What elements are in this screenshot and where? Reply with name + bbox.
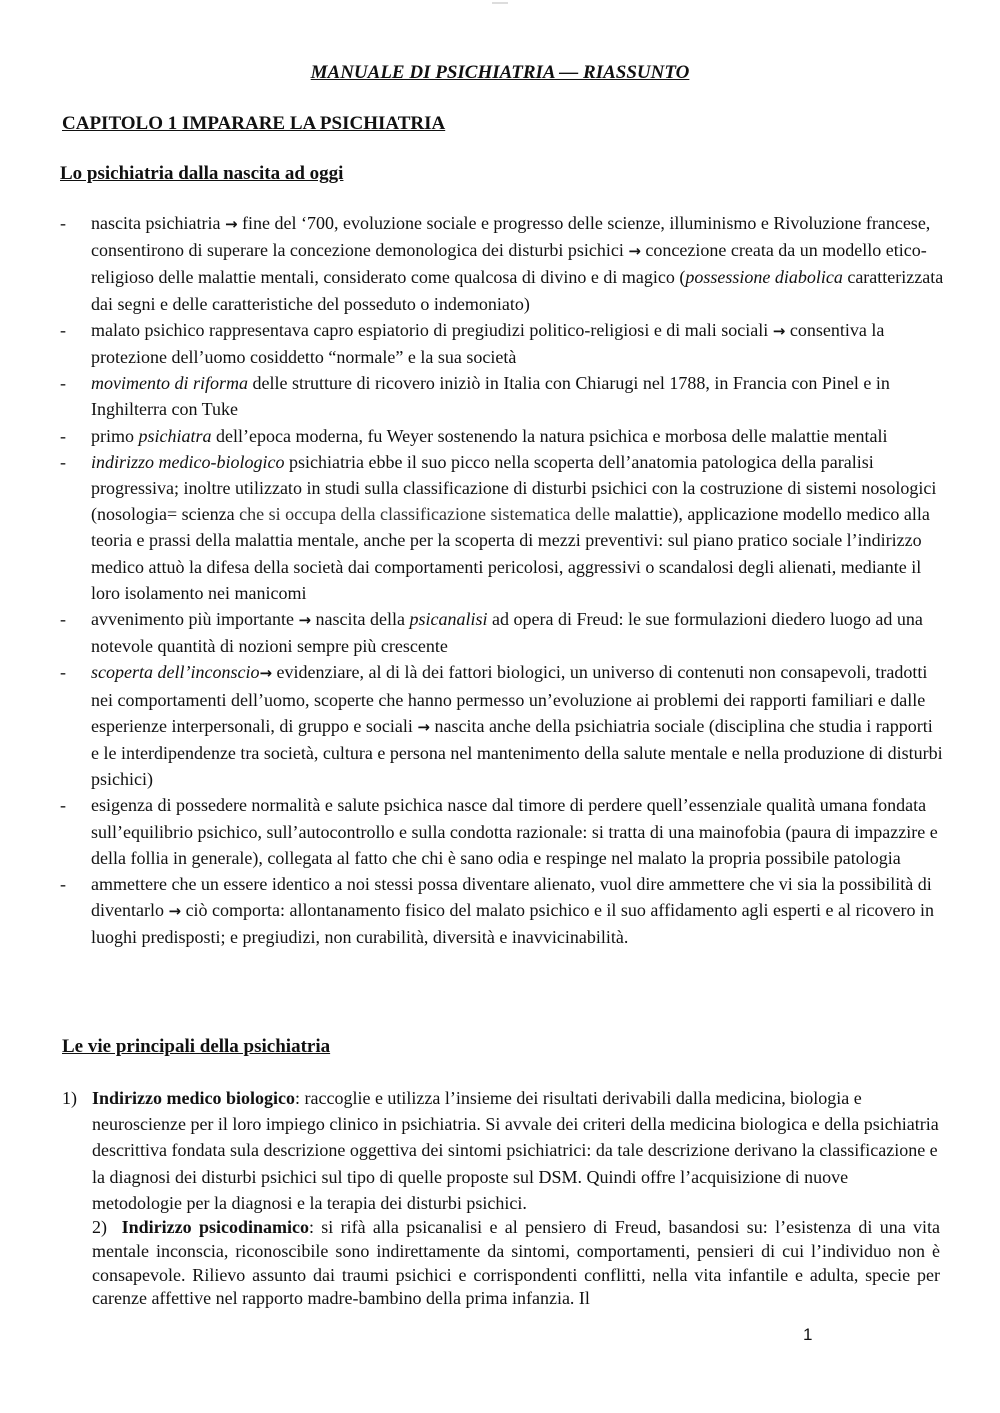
item-text: : raccoglie e utilizza l’insieme dei risultati derivabili dalla medicina, biologia e neuroscienze per il loro impiego clinico in psichiatria. Si avvale dei criteri della medicina biologica e della psichiatria descrittiva fondata sula descrizione oggettiva dei sintomi psichiatrici: da tale descrizione derivano la classificazione e la diagnosi dei disturbi psichici sul tipo di quelle proposte sul DSM. Quindi offre l’acquisizione di nuove metodologie per la diagnosi e la terapia dei disturbi psichici. xyxy=(92,1088,939,1213)
bullet-text: avvenimento più importante xyxy=(91,609,299,630)
list-item xyxy=(60,606,945,659)
list-item xyxy=(60,1085,940,1216)
bullet-dash: - xyxy=(60,319,66,340)
bullet-text: ammettere che un essere identico a noi stessi possa diventare alienato, vuol dire ammettere che vi sia la possibilità di diventarlo xyxy=(91,874,932,921)
bullet-dash: - xyxy=(60,373,66,394)
arrow-icon: → xyxy=(298,611,312,630)
italic-term: psichiatra xyxy=(138,425,212,446)
bullet-text: malattie), applicazione modello medico alla teoria e prassi della malattia mentale, anche per la scoperta di mezzi preventivi: sul piano pratico sociale l’indirizzo medico attuò la difesa della società dai comportamenti pericolosi, aggressivi o scandalosi degli alienati, mediante il loro isolamento nei manicomi xyxy=(91,504,930,603)
list-item xyxy=(60,659,945,792)
arrow-icon: → xyxy=(628,242,641,261)
bullet-text: primo xyxy=(91,425,139,446)
bullet-text: concezione creata da un modello etico-religioso delle malattie mentali, considerato come qualcosa di divino e di magico ( xyxy=(91,240,927,288)
history-bullet-list xyxy=(60,210,945,951)
italic-term: psicanalisi xyxy=(409,609,488,630)
list-item xyxy=(60,370,945,422)
list-item xyxy=(60,1216,940,1311)
chapter-heading: CAPITOLO 1 IMPARARE LA PSICHIATRIA xyxy=(62,113,446,134)
italic-term: movimento di riforma xyxy=(91,373,248,394)
list-item xyxy=(60,792,945,871)
bullet-text: nascita psichiatria xyxy=(91,213,225,233)
italic-term: scoperta dell’inconscio xyxy=(91,662,260,683)
list-item xyxy=(60,871,945,951)
bullet-text: malato psichico rappresentava capro espiatorio di pregiudizi politico-religiosi e di mali sociali xyxy=(91,319,773,340)
bold-term: Indirizzo medico biologico xyxy=(92,1088,295,1108)
arrow-icon: → xyxy=(168,902,182,921)
page-number: 1 xyxy=(803,1325,813,1344)
document-title: MANUALE DI PSICHIATRIA — RIASSUNTO xyxy=(310,62,690,83)
list-item xyxy=(60,423,945,449)
arrow-icon: → xyxy=(224,215,238,233)
bullet-text: fine del ‘700, evoluzione sociale e progresso delle scienze, illuminismo e Rivoluzione francese, consentirono di superare la concezione demonologica dei disturbi psichici xyxy=(91,213,931,261)
bullet-text: delle strutture di ricovero iniziò in Italia con Chiarugi nel 1788, in Francia con Pinel e in Inghilterra con Tuke xyxy=(91,373,890,420)
header-mark xyxy=(492,2,508,4)
section-heading-main-paths: Le vie principali della psichiatria xyxy=(62,1036,331,1057)
arrow-icon: → xyxy=(772,321,786,340)
list-item xyxy=(60,317,945,370)
bullet-dash: - xyxy=(60,662,66,683)
bullet-text: nascita anche della psichiatria sociale (disciplina che studia i rapporti e le interdipendenze tra società, cultura e persona nel mantenimento della salute mentale e nella produzione di disturbi psichici) xyxy=(91,715,943,790)
bullet-text: caratterizzata dai segni e delle caratteristiche del posseduto o indemoniato) xyxy=(91,267,944,314)
bullet-text: psichiatria ebbe il suo picco nella scoperta dell’anatomia patologica della paralisi progressiva; inoltre utilizzato in studi sulla classificazione di disturbi psichici con la costruzione di sistemi nosologici (nosologia= scienza xyxy=(91,451,937,525)
bullet-text: evidenziare, al di là dei fattori biologici, un universo di contenuti non consapevoli, tradotti nei comportamenti dell’uomo, scoperte che hanno permesso un’evoluzione ai problemi dei rapporti familiari e dalle esperienze interpersonali, di gruppo e sociali xyxy=(91,662,928,736)
highlighted-text: che si occupa della classificazione sistematica delle xyxy=(239,504,610,525)
bullet-text: consentiva la protezione dell’uomo cosiddetto “normale” e la sua società xyxy=(91,319,885,368)
section-heading-history: Lo psichiatria dalla nascita ad oggi xyxy=(60,163,344,184)
list-item xyxy=(60,449,945,606)
numbered-list xyxy=(60,1085,940,1311)
italic-term: possessione diabolica xyxy=(685,267,843,288)
bullet-dash: - xyxy=(60,609,66,630)
bullet-text: ad opera di Freud: le sue formulazioni diedero luogo ad una notevole quantità di nozioni sempre più crescente xyxy=(91,609,923,657)
bullet-text: ciò comporta: allontanamento fisico del malato psichico e il suo affidamento agli esperti e al ricovero in luoghi predisposti; e pregiudizi, non curabilità, diversità e inavvicinabilità. xyxy=(91,900,934,948)
italic-term: indirizzo medico-biologico xyxy=(91,451,285,472)
bullet-dash: - xyxy=(60,874,66,895)
arrow-icon: → xyxy=(417,717,430,736)
list-item xyxy=(60,210,945,317)
bullet-dash: - xyxy=(60,795,66,816)
item-number: 2) xyxy=(92,1217,107,1238)
bullet-dash: - xyxy=(60,451,66,472)
bullet-text: nascita della xyxy=(311,609,410,630)
bullet-text: dell’epoca moderna, fu Weyer sostenendo la natura psichica e morbosa delle malattie mentali xyxy=(211,425,888,446)
bold-term: Indirizzo psicodinamico xyxy=(121,1217,309,1238)
bullet-text: esigenza di possedere normalità e salute psichica nasce dal timore di perdere quell’essenziale qualità umana fondata sull’equilibrio psichico, sull’autocontrollo e sulla condotta razionale: si tratta di una mainofobia (paura di impazzire e della follia in generale), collegata al fatto che chi è sano odia e respinge nel malato la propria possibile patologia xyxy=(91,795,938,868)
item-number: 1) xyxy=(62,1088,77,1108)
arrow-icon: → xyxy=(259,664,273,683)
bullet-dash: - xyxy=(60,425,66,446)
bullet-dash: - xyxy=(60,213,66,233)
item-text: : si rifà alla psicanalisi e al pensiero di Freud, basandosi su: l’esistenza di una vita mentale inconscia, riconoscibile sono indirettamente da sintomi, comportamenti, pensieri di cui l’individuo non è consapevole. Rilievo assunto dai traumi psichici e corrispondenti conflitti, nella vita infantile e adulta, specie per carenze affettive nel rapporto madre-bambino della prima infanzia. Il xyxy=(92,1217,941,1309)
